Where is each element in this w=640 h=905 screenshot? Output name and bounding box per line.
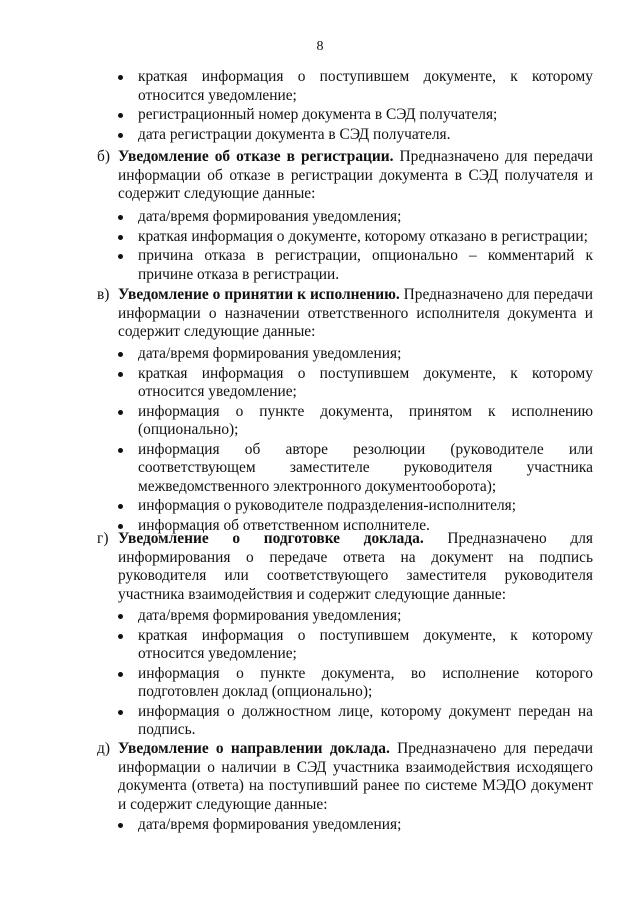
list-item: краткая информация о поступившем документе, к которому относится уведомление; [138,68,593,104]
section-body [118,740,593,814]
section-g-list [138,607,593,741]
list-item: краткая информация о поступившем документе, к которому относится уведомление; [138,626,593,662]
section-letter: б) [97,148,110,165]
section-text: Предназначено для передачи информации о назначении ответственного исполнителя документа и содержит следующие данные: [118,286,593,340]
list-item: информация о руководителе подразделения-исполнителя; [138,497,593,516]
section-d-list [138,816,593,836]
list-item: информация о пункте документа, принятом к исполнению (опционально); [138,402,593,438]
section-text: Предназначено для информирования о передаче ответа на документ на подпись руководителя или соответствующего заместителя руководителя участника взаимодействия и содержит следующие данные: [118,530,594,603]
list-item: дата регистрации документа в СЭД получателя. [138,126,593,145]
section-b [97,148,593,204]
section-title: Уведомление о принятии к исполнению. [118,286,400,303]
section-title: Уведомление о направлении доклада. [118,740,390,757]
section-body [118,148,593,204]
list-item: дата/время формирования уведомления; [138,345,593,364]
list-item: краткая информация о документе, которому отказано в регистрации; [138,228,593,247]
list-item: краткая информация о поступившем документе, к которому относится уведомление; [138,364,593,400]
section-letter: г) [97,530,109,547]
list-item: дата/время формирования уведомления; [138,816,593,835]
list-item: регистрационный номер документа в СЭД получателя; [138,106,593,125]
section-g [97,530,593,604]
list-item: дата/время формирования уведомления; [138,607,593,626]
top-list [138,68,593,145]
list-item: информация о пункте документа, во исполнение которого подготовлен доклад (опционально); [138,664,593,700]
page-number: 8 [316,39,324,54]
section-v [97,286,593,342]
section-title: Уведомление об отказе в регистрации. [118,148,394,165]
list-item: информация об авторе резолюции (руководителе или соответствующем заместителе руководителя участника межведомственного электронного документооборота); [138,440,593,495]
section-text: Предназначено для передачи информации о наличии в СЭД участника взаимодействия исходящего документа (ответа) на поступивший ранее по системе МЭДО документ и содержит следующие данные: [118,740,593,813]
list-item: причина отказа в регистрации, опционально – комментарий к причине отказа в регистрации. [138,247,593,283]
list-item: информация об ответственном исполнителе. [138,517,593,536]
section-body [118,530,593,604]
section-title: Уведомление о подготовке доклада. [118,530,424,547]
list-item: информация о должностном лице, которому документ передан на подпись. [138,702,593,738]
list-item: дата/время формирования уведомления; [138,208,593,227]
section-text: Предназначено для передачи информации об отказе в регистрации документа в СЭД получателя и содержит следующие данные: [118,148,593,202]
section-b-list [138,208,593,285]
section-body [118,286,593,342]
section-letter: д) [97,740,110,757]
section-d [97,740,593,814]
section-letter: в) [97,286,110,303]
section-v-list [138,345,593,536]
